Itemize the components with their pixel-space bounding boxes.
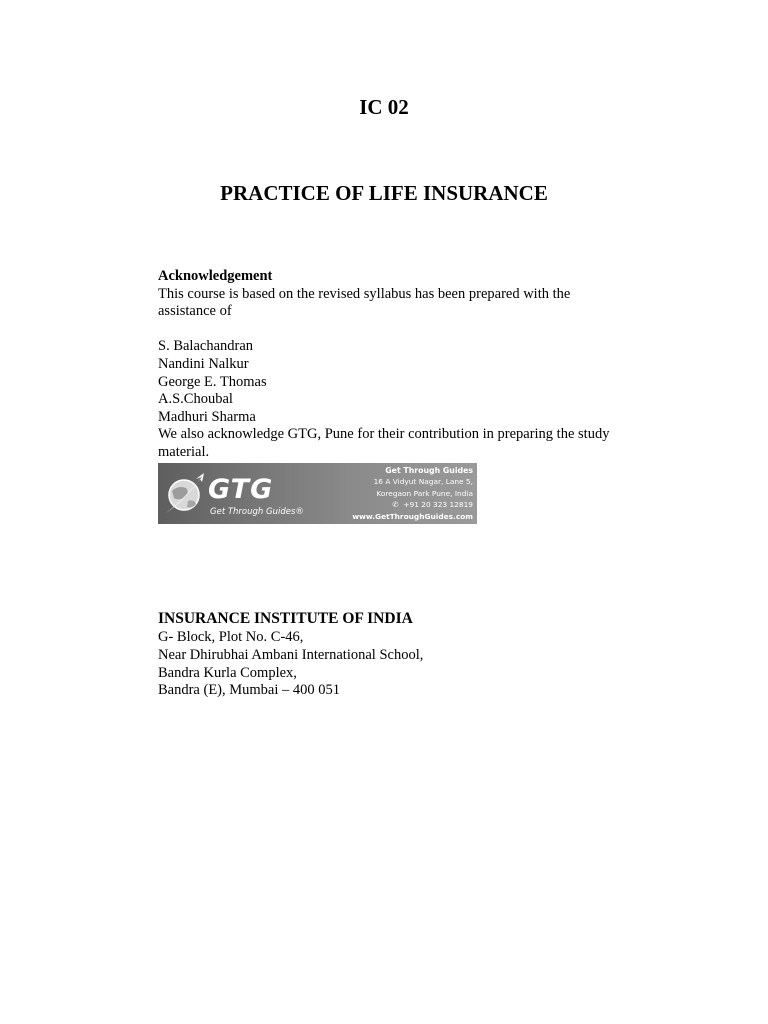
logo-tagline: [210, 507, 304, 517]
institute-name: INSURANCE INSTITUTE OF INDIA: [158, 610, 413, 627]
logo-tagline-text: Get Through Guides: [210, 507, 296, 517]
acknowledgement-heading: Acknowledgement: [158, 268, 273, 284]
acknowledgement-intro-line: assistance of: [158, 303, 232, 320]
document-code: IC 02: [359, 95, 409, 119]
logo-brand: GTG: [208, 474, 274, 505]
acknowledgement-section: [158, 268, 678, 462]
phone-icon: ✆: [392, 500, 399, 510]
institute-address-line: G- Block, Plot No. C-46,: [158, 629, 304, 645]
gtg-logo-banner: [158, 463, 477, 524]
institute-section: [158, 609, 718, 700]
contributor-name: George E. Thomas: [158, 373, 267, 390]
logo-address-line: Koregaon Park Pune, India: [376, 488, 473, 498]
institute-address-line: Bandra (E), Mumbai – 400 051: [158, 682, 341, 699]
contributor-name: A.S.Choubal: [158, 391, 233, 408]
document-title: PRACTICE OF LIFE INSURANCE: [220, 181, 548, 205]
logo-company-name: Get Through Guides: [385, 466, 473, 475]
acknowledgement-closing-line: We also acknowledge GTG, Pune for their contribution in preparing the study: [158, 426, 610, 443]
institute-address-line: Near Dhirubhai Ambani International School,: [158, 646, 424, 663]
logo-phone: +91 20 323 12819: [403, 500, 473, 510]
spacer: [158, 321, 678, 339]
contributor-name: S. Balachandran: [158, 338, 254, 355]
registered-mark: ®: [295, 507, 304, 517]
logo-address-line: 16 A Vidyut Nagar, Lane 5,: [373, 477, 473, 487]
acknowledgement-closing-line: material.: [158, 443, 210, 460]
acknowledgement-intro-line: This course is based on the revised syllabus has been prepared with the: [158, 285, 571, 302]
globe-icon: [164, 471, 208, 515]
institute-address-line: Bandra Kurla Complex,: [158, 664, 297, 681]
contributor-name: Nandini Nalkur: [158, 355, 249, 372]
logo-contact-info: [352, 465, 473, 522]
logo-phone-line: [352, 499, 473, 510]
contributor-name: Madhuri Sharma: [158, 408, 256, 425]
logo-website: www.GetThroughGuides.com: [352, 511, 473, 521]
